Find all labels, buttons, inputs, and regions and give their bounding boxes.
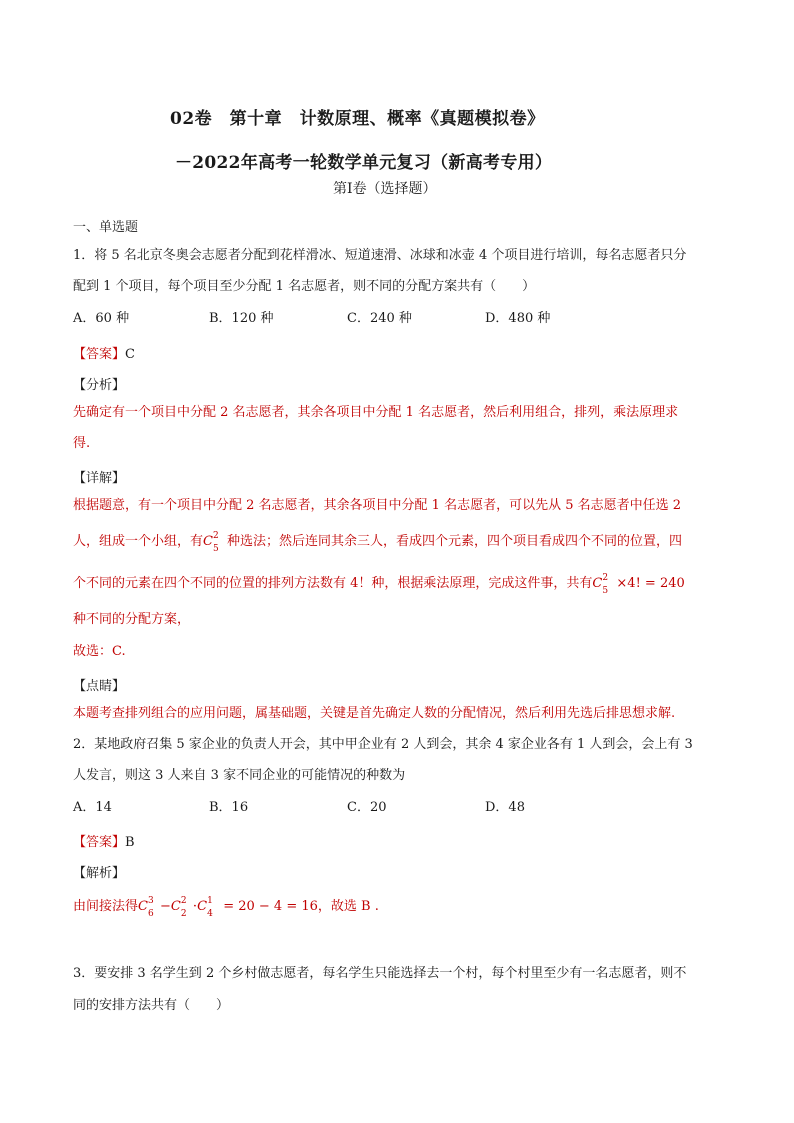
combination-c52: C 2 5 — [203, 531, 219, 554]
combination-c41: C 1 4 — [197, 896, 213, 919]
q2-stem-line1: 2．某地政府召集 5 家企业的负责人开会，其中甲企业有 2 人到会，其余 4 家企业各有 1 人到会，会上有 3 — [73, 737, 693, 752]
q1-answer — [73, 343, 135, 362]
q1-option-b: B．120 种 — [209, 311, 274, 326]
q1-option-d: D．480 种 — [485, 311, 551, 326]
combination-c22: C 2 2 — [170, 896, 187, 919]
q1-detail-line3 — [73, 573, 685, 596]
page-title: 02卷 第十章 计数原理、概率《真题模拟卷》 — [170, 109, 545, 129]
q1-option-a: A．60 种 — [73, 311, 130, 326]
q2-answer — [73, 831, 135, 850]
answer-tag: 【答案】 — [73, 835, 126, 850]
q1-analysis-tag: 【分析】 — [73, 378, 126, 393]
section-label: 一、单选题 — [73, 220, 139, 235]
q1-stem-line2: 配到 1 个项目，每个项目至少分配 1 名志愿者，则不同的分配方案共有（ ） — [73, 279, 536, 294]
q1-detail-tag: 【详解】 — [73, 471, 126, 486]
q2-option-b: B．16 — [209, 800, 249, 815]
q1-analysis-line2: 得. — [73, 436, 91, 451]
q1-comment: 本题考查排列组合的应用问题，属基础题，关键是首先确定人数的分配情况，然后利用先选后排思想求解. — [73, 706, 676, 721]
q2-solution-text: 由间接法得 — [73, 899, 139, 914]
combination-c63: C 3 6 — [138, 896, 154, 919]
q2-analysis-tag: 【解析】 — [73, 866, 126, 881]
q2-option-c: C．20 — [347, 800, 387, 815]
q2-stem-line2: 人发言，则这 3 人来自 3 家不同企业的可能情况的种数为 — [73, 768, 406, 783]
q1-detail-line2-text: 人，组成一个小组，有 — [73, 534, 204, 549]
q1-detail-formula: ×4! = 240 — [616, 576, 685, 591]
q1-analysis-line1: 先确定有一个项目中分配 2 名志愿者，其余各项目中分配 1 名志愿者，然后利用组合，排列，乘法原理求 — [73, 405, 679, 420]
q1-detail-line2 — [73, 531, 683, 554]
q2-option-d: D．48 — [485, 800, 525, 815]
combination-c52-b: C 2 5 — [592, 573, 609, 596]
q1-option-c: C．240 种 — [347, 311, 412, 326]
q1-comment-tag: 【点睛】 — [73, 679, 126, 694]
q1-detail-line5: 故选：C. — [73, 644, 126, 659]
answer-value: B — [125, 835, 135, 850]
answer-tag: 【答案】 — [73, 347, 126, 362]
q1-stem-line1: 1．将 5 名北京冬奥会志愿者分配到花样滑冰、短道速滑、冰球和冰壶 4 个项目进行培训，每名志愿者只分 — [73, 248, 687, 263]
q1-detail-line2-text-b: 种选法；然后连同其余三人，看成四个元素，四个项目看成四个不同的位置，四 — [227, 534, 683, 549]
q3-stem-line1: 3．要安排 3 名学生到 2 个乡村做志愿者，每名学生只能选择去一个村，每个村里至少有一名志愿者，则不 — [73, 966, 687, 981]
q1-detail-line1: 根据题意，有一个项目中分配 2 名志愿者，其余各项目中分配 1 名志愿者，可以先从 5 名志愿者中任选 2 — [73, 498, 682, 513]
q3-stem-line2: 同的安排方法共有（ ） — [73, 998, 230, 1013]
q2-option-a: A．14 — [73, 800, 112, 815]
q2-solution: 由间接法得C 3 6 −C 2 2 ·C 1 4 = 20 − 4 = 16，故选 B . — [73, 896, 379, 919]
q2-solution-choice: ，故选 B . — [317, 899, 379, 914]
page-subtitle: －2022年高考一轮数学单元复习（新高考专用） — [175, 153, 553, 173]
q2-solution-formula: = 20 − 4 = 16 — [219, 899, 318, 914]
volume-label: 第Ⅰ卷（选择题） — [333, 181, 437, 197]
q1-detail-line4: 种不同的分配方案， — [73, 612, 191, 627]
q1-detail-line3-text: 个不同的元素在四个不同的位置的排列方法数有 4！种，根据乘法原理，完成这件事，共有 — [73, 576, 593, 591]
answer-value: C — [125, 347, 135, 362]
